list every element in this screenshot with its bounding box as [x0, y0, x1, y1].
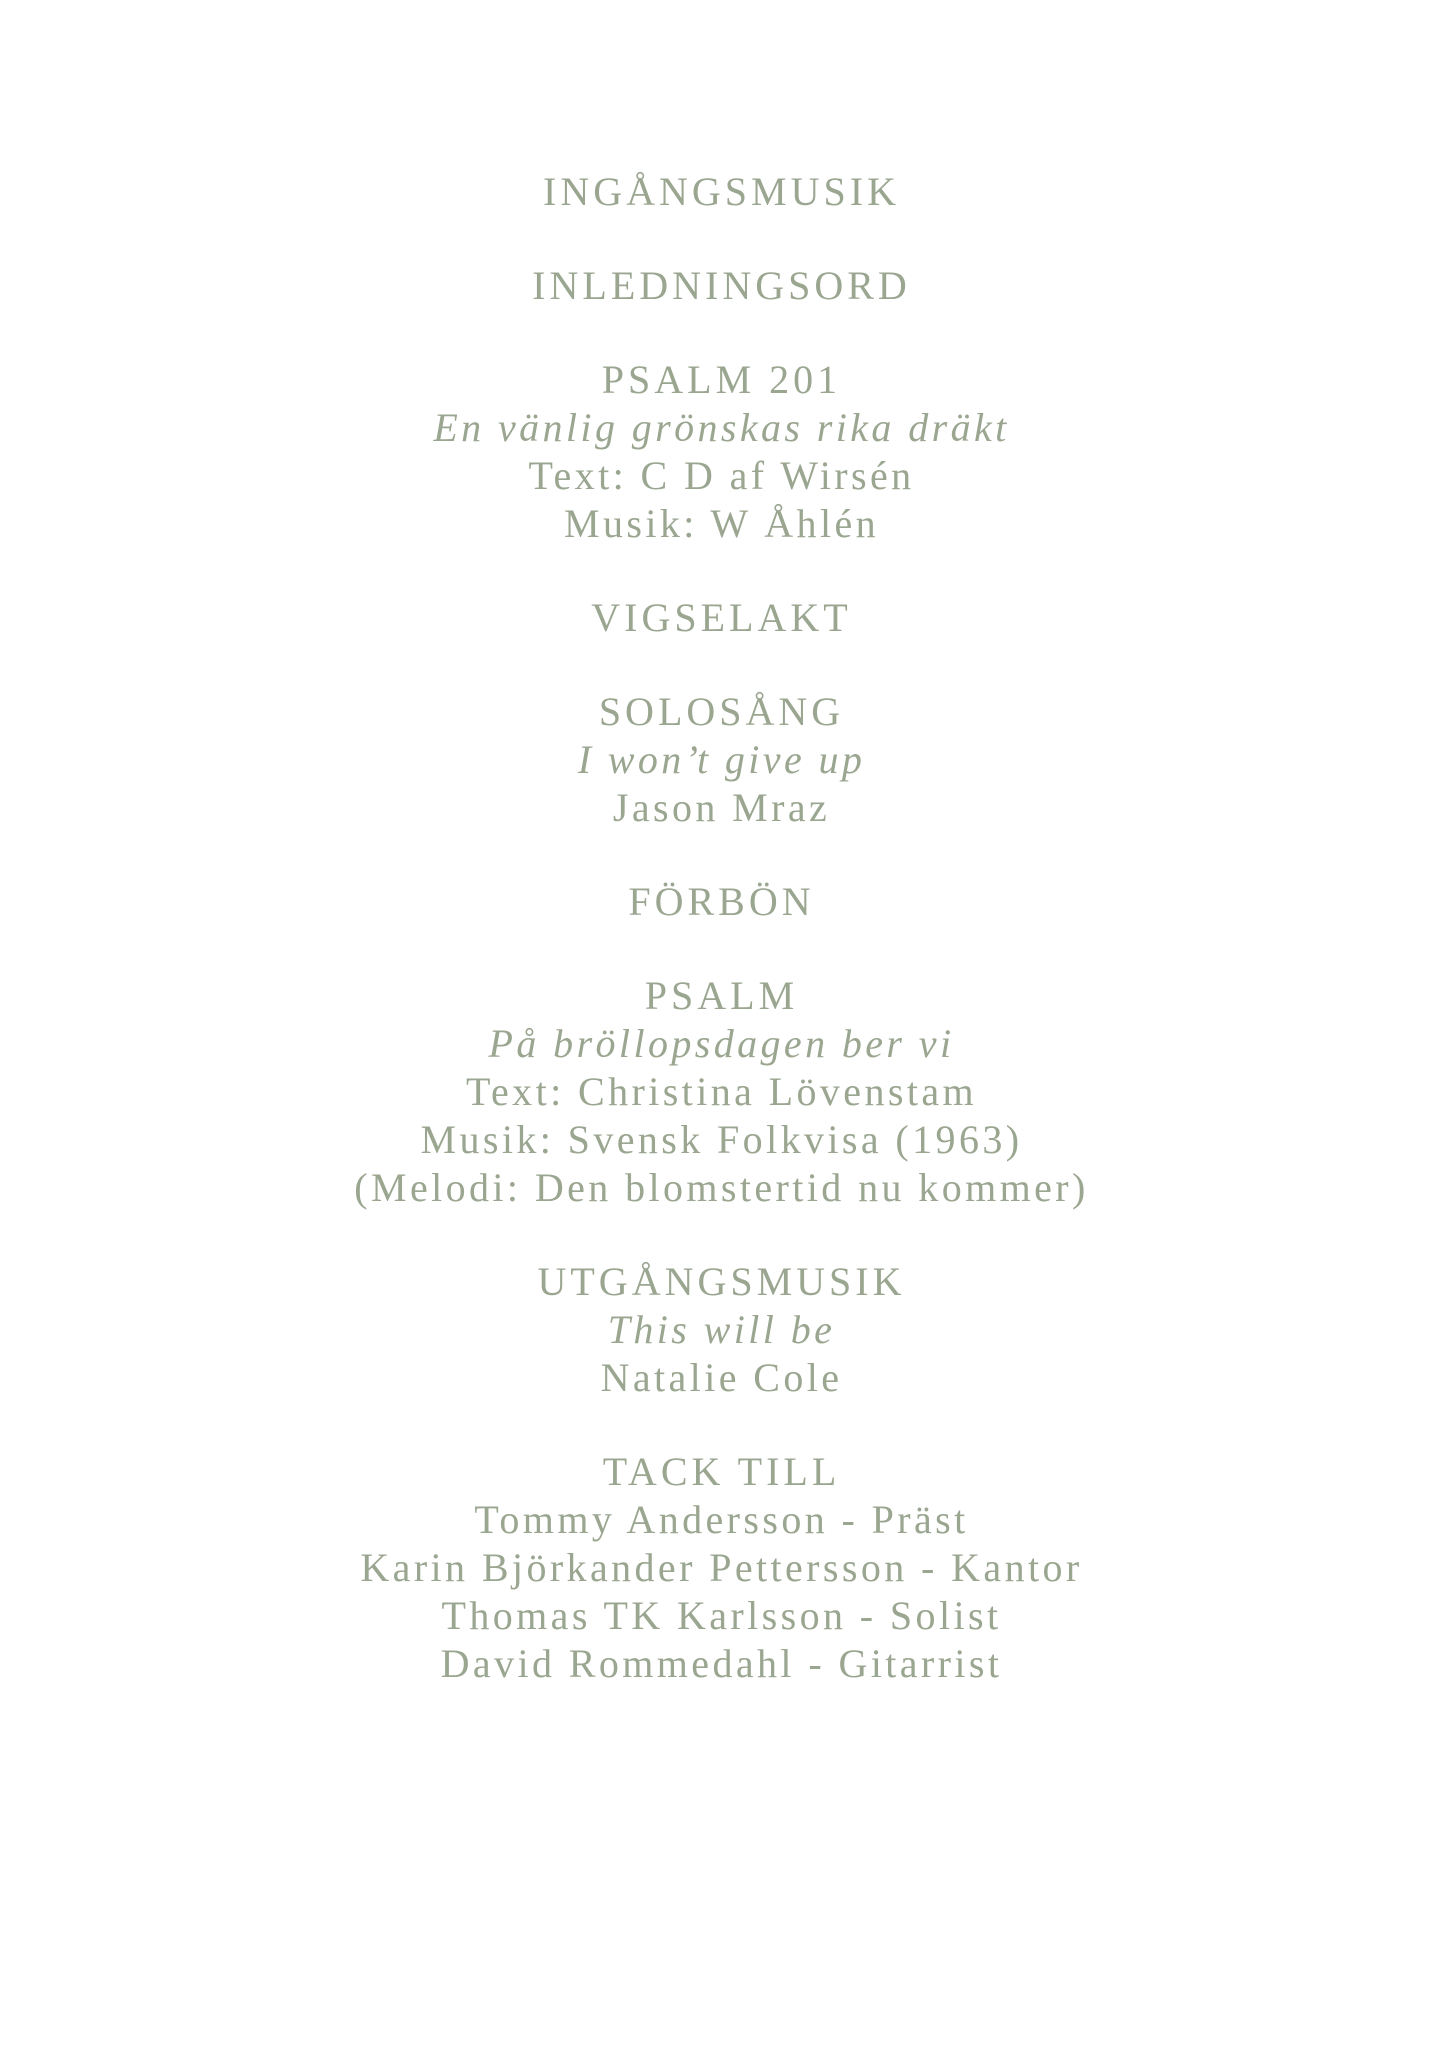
section-heading: FÖRBÖN — [628, 879, 815, 924]
section-solosang — [0, 688, 1443, 832]
section-ingangsmusik — [0, 168, 1443, 216]
section-heading: INGÅNGSMUSIK — [543, 169, 900, 214]
melody-credit: (Melodi: Den blomstertid nu kommer) — [354, 1165, 1089, 1210]
credit-line: Karin Björkander Pettersson - Kantor — [360, 1545, 1083, 1590]
music-credit: Musik: Svensk Folkvisa (1963) — [420, 1117, 1023, 1162]
section-forbon — [0, 878, 1443, 926]
hymn-title: En vänlig grönskas rika dräkt — [433, 405, 1010, 450]
lyrics-credit: Text: C D af Wirsén — [528, 453, 915, 498]
music-credit: Musik: W Åhlén — [563, 501, 880, 546]
credit-line: David Rommedahl - Gitarrist — [440, 1641, 1003, 1686]
credit-line: Tommy Andersson - Präst — [474, 1497, 969, 1542]
song-title: I won’t give up — [577, 737, 866, 782]
section-heading: INLEDNINGSORD — [532, 263, 911, 308]
hymn-title: På bröllopsdagen ber vi — [488, 1021, 955, 1066]
lyrics-credit: Text: Christina Lövenstam — [465, 1069, 977, 1114]
song-artist: Natalie Cole — [600, 1355, 843, 1400]
song-title: This will be — [607, 1307, 836, 1352]
song-artist: Jason Mraz — [612, 785, 831, 830]
section-tack-till — [0, 1448, 1443, 1688]
section-utgangsmusik — [0, 1258, 1443, 1402]
section-heading: UTGÅNGSMUSIK — [537, 1259, 906, 1304]
section-psalm-201 — [0, 356, 1443, 548]
section-psalm — [0, 972, 1443, 1212]
section-heading: PSALM — [644, 973, 799, 1018]
section-heading: TACK TILL — [602, 1449, 841, 1494]
section-heading: VIGSELAKT — [591, 595, 852, 640]
section-vigselakt — [0, 594, 1443, 642]
section-heading: PSALM 201 — [601, 357, 842, 402]
ceremony-program — [0, 168, 1443, 1734]
section-heading: SOLOSÅNG — [598, 689, 845, 734]
section-inledningsord — [0, 262, 1443, 310]
credit-line: Thomas TK Karlsson - Solist — [441, 1593, 1002, 1638]
